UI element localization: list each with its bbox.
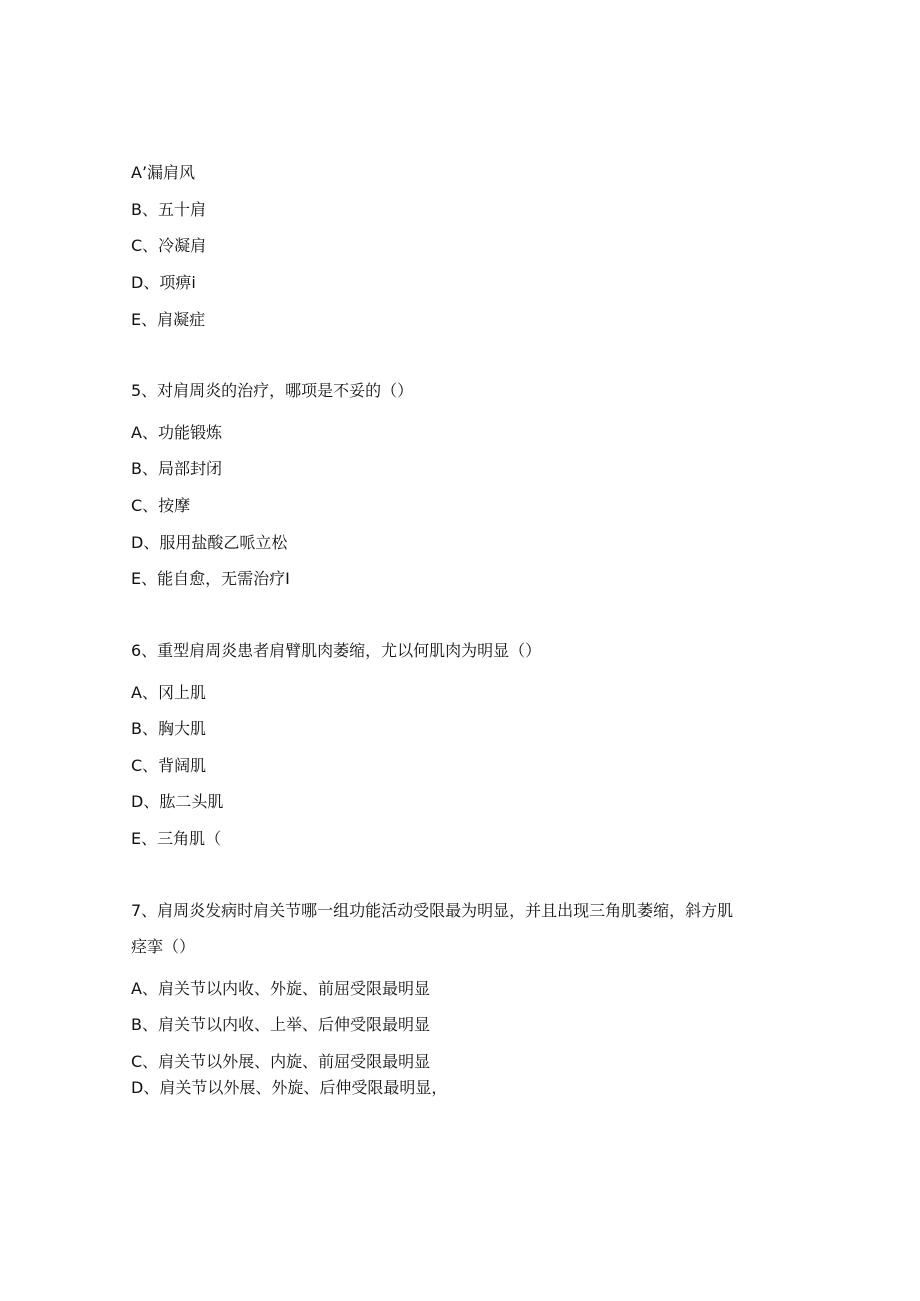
q5-option-d: D、服用盐酸乙哌立松 [131,533,288,552]
q4-option-e: E、肩凝症 [131,310,206,329]
q4-option-d: D、项痹i [131,273,196,292]
q4-option-b: B、五十肩 [131,200,206,219]
q6-option-c: C、背阔肌 [131,756,207,775]
q7-option-d: D、肩关节以外展、外旋、后伸受限最明显， [131,1078,448,1097]
q5-option-a: A、功能锻炼 [131,423,222,442]
q7-option-a: A、肩关节以内收、外旋、前屈受限最明显 [131,979,430,998]
q5-option-c: C、按摩 [131,496,191,515]
q6-option-a: A、冈上肌 [131,683,206,702]
q6-option-e: E、三角肌（ [131,829,222,848]
q7-option-c: C、肩关节以外展、内旋、前屈受限最明显 [131,1052,431,1071]
q4-option-c: C、冷凝肩 [131,236,207,255]
q6-option-d: D、肱二头肌 [131,792,224,811]
q5-stem: 5、对肩周炎的治疗，哪项是不妥的（） [131,381,414,400]
q6-option-b: B、胸大肌 [131,719,206,738]
q7-stem-line2: 痉挛（） [131,937,196,956]
q4-option-a: A’漏肩风 [131,163,196,182]
q7-stem-line1: 7、肩周炎发病时肩关节哪一组功能活动受限最为明显，并且出现三角肌萎缩，斜方肌 [131,901,734,920]
q5-option-b: B、局部封闭 [131,459,222,478]
q5-option-e: E、能自愈，无需治疗I [131,569,290,588]
q6-stem: 6、重型肩周炎患者肩臂肌肉萎缩，尤以何肌肉为明显（） [131,641,542,660]
q7-option-b: B、肩关节以内收、上举、后伸受限最明显 [131,1015,430,1034]
